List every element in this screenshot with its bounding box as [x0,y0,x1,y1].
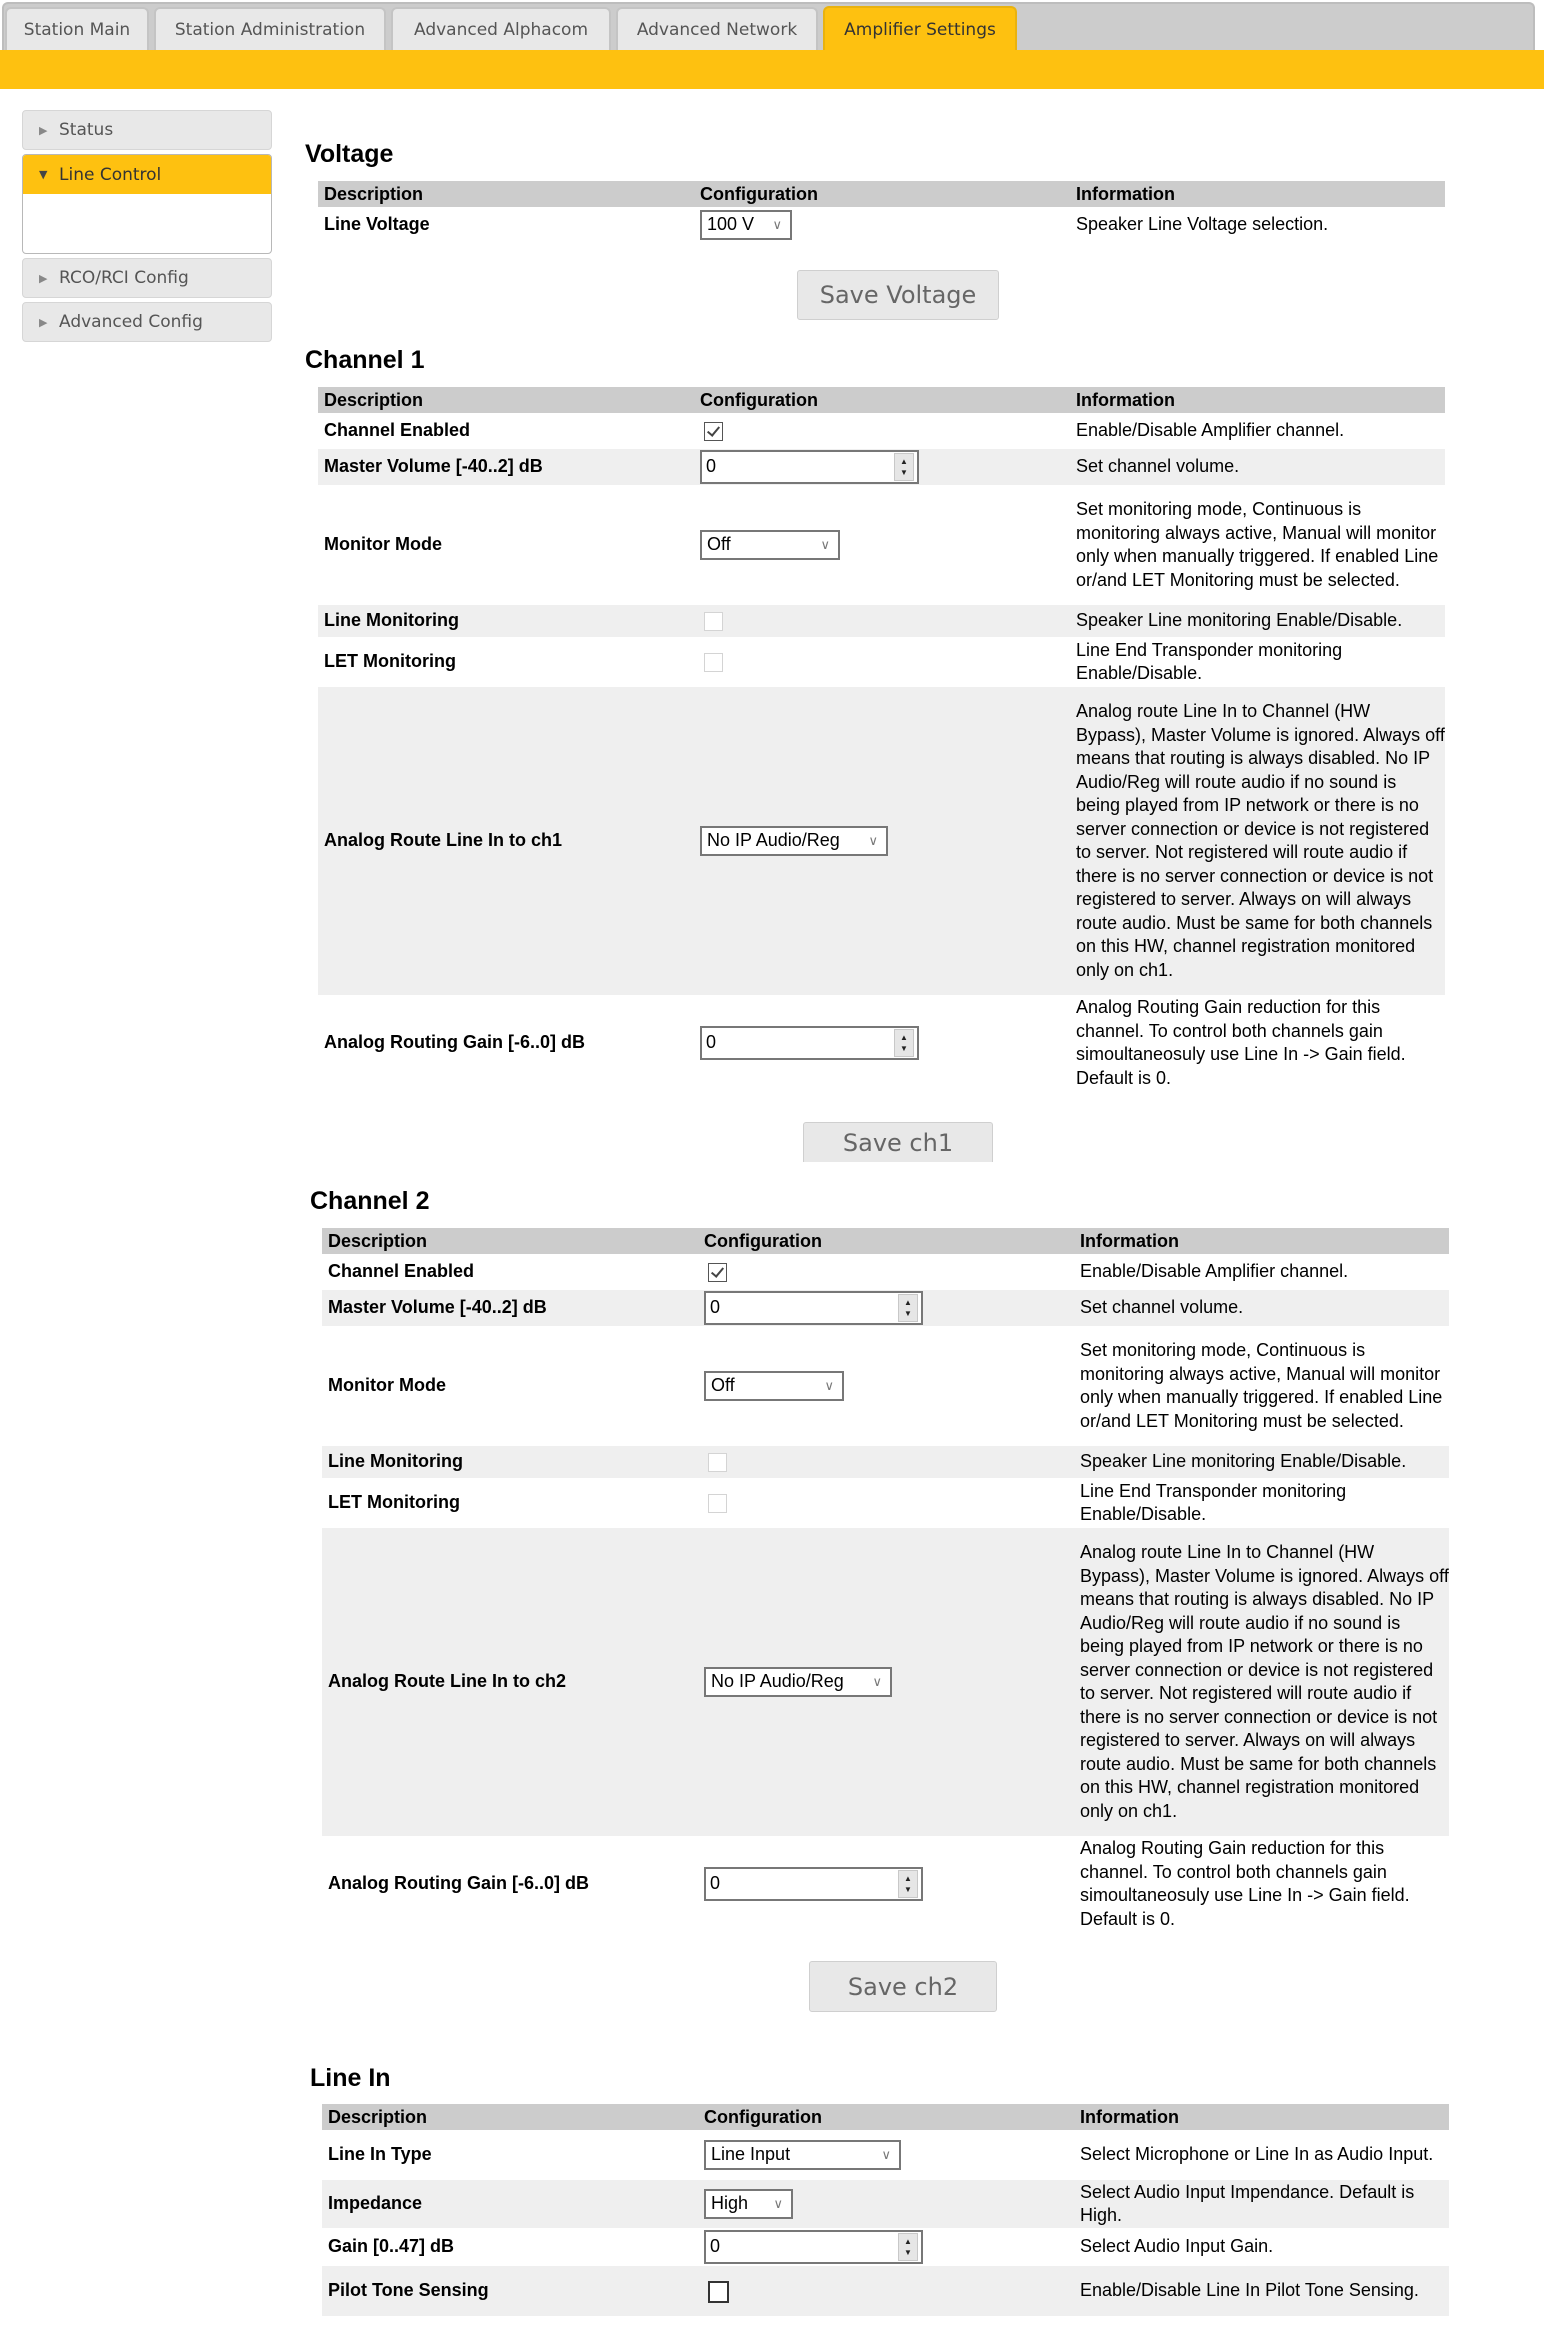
caret-right-icon: ▶ [39,315,48,329]
select-value: High [711,2193,749,2214]
sidebar-item-advanced-config[interactable] [22,302,272,342]
tab-station-administration[interactable]: Station Administration [154,7,386,50]
table-row [318,995,1445,1091]
row-label: Line Voltage [324,214,430,235]
row-info: Enable/Disable Amplifier channel. [1080,1261,1349,1282]
channel2-heading: Channel 2 [310,1187,430,1215]
chevron-down-icon: ∨ [868,833,878,849]
row-label: Impedance [322,2180,698,2228]
table-row [322,2228,1449,2266]
chevron-down-icon: ∨ [820,537,830,553]
channel1-monitor-mode-select[interactable] [700,530,840,560]
select-value: 100 V [707,214,755,235]
column-header-configuration: Configuration [694,181,1070,207]
channel1-master-volume-input[interactable] [700,450,919,484]
column-header-description: Description [318,387,694,413]
row-info: Set channel volume. [1070,449,1445,485]
select-value: Off [707,534,731,555]
input-value: 0 [710,1297,721,1318]
channel2-master-volume-input[interactable] [704,1291,923,1325]
row-info: Select Microphone or Line In as Audio Input. [1080,2144,1434,2165]
row-label: Line Monitoring [318,605,694,637]
row-info: Set monitoring mode, Continuous is monitoring always active, Manual will monitor only when manually triggered. If enabled Line or/and LET Monitoring must be selected. [1080,1340,1443,1431]
caret-right-icon: ▶ [39,271,48,285]
spinner-icon[interactable]: ▲ ▼ [898,2233,918,2261]
input-value: 0 [706,1032,717,1053]
column-header-information: Information [1074,1228,1449,1254]
row-info: Line End Transponder monitoring Enable/Disable. [1076,639,1343,683]
row-label: Channel Enabled [328,1261,475,1282]
column-header-description: Description [322,1228,698,1254]
row-info: Set channel volume. [1074,1290,1449,1326]
spinner-icon[interactable]: ▲ ▼ [894,453,914,481]
row-info: Analog route Line In to Channel (HW Bypass), Master Volume is ignored. Always off means that routing is always disabled. No IP Audio/Reg will route audio if no sound is being played from IP network or there is no server connection or device is not registered to server. Not registered will route audio if there is no server connection or device is not registered to server. Always on will always route audio. Must be same for both channels on this HW, channel registration monitored only on ch1. [1070,687,1445,995]
table-row [322,1290,1449,1326]
channel1-analog-route-select[interactable] [700,826,888,856]
row-label: Analog Route Line In to ch2 [322,1528,698,1836]
table-row [322,2130,1449,2180]
table-header [318,181,1445,207]
table-row [322,1326,1449,1446]
channel2-routing-gain-input[interactable] [704,1867,923,1901]
save-voltage-button[interactable]: Save Voltage [797,270,999,320]
spinner-icon[interactable]: ▲ ▼ [898,1870,918,1898]
voltage-heading: Voltage [305,140,394,168]
row-label: Pilot Tone Sensing [322,2266,698,2316]
table-row [322,1478,1449,1528]
row-info: Enable/Disable Line In Pilot Tone Sensing. [1074,2266,1449,2316]
row-info: Set monitoring mode, Continuous is monitoring always active, Manual will monitor only when manually triggered. If enabled Line or/and LET Monitoring must be selected. [1076,499,1439,590]
row-label: Gain [0..47] dB [328,2236,455,2257]
accent-bar [0,50,1544,89]
save-ch1-button[interactable]: Save ch1 [803,1122,993,1162]
row-info: Line End Transponder monitoring Enable/Disable. [1080,1480,1347,1524]
channel2-table [322,1228,1449,1932]
table-row [322,1836,1449,1932]
input-value: 0 [706,456,717,477]
save-ch2-button[interactable]: Save ch2 [809,1961,997,2012]
select-value: Off [711,1375,735,1396]
table-row [322,2180,1449,2228]
column-header-configuration: Configuration [698,1228,1074,1254]
channel1-enabled-checkbox[interactable] [704,422,723,441]
table-row [322,2266,1449,2316]
channel2-line-monitoring-checkbox[interactable] [708,1453,727,1472]
row-info: Analog Routing Gain reduction for this channel. To control both channels gain simoultaneosuly use Line In -> Gain field. Default is 0. [1080,1838,1410,1929]
line-in-type-select[interactable] [704,2140,901,2170]
sidebar-item-label: Advanced Config [59,312,203,332]
row-info: Speaker Line monitoring Enable/Disable. [1070,605,1445,637]
channel1-table [318,387,1445,1091]
row-info: Analog Routing Gain reduction for this channel. To control both channels gain simoultaneosuly use Line In -> Gain field. Default is 0. [1076,997,1406,1088]
sidebar-item-label: Status [59,120,114,140]
sidebar [22,110,272,342]
caret-right-icon: ▶ [39,123,48,137]
row-label: Master Volume [-40..2] dB [322,1290,698,1326]
chevron-down-icon: ∨ [772,217,782,233]
line-in-gain-input[interactable] [704,2230,923,2264]
tab-advanced-network[interactable]: Advanced Network [616,7,818,50]
column-header-description: Description [322,2104,698,2130]
row-info: Speaker Line monitoring Enable/Disable. [1074,1446,1449,1478]
line-in-heading: Line In [310,2064,391,2092]
row-info: Select Audio Input Impendance. Default is High. [1074,2180,1449,2228]
sidebar-item-line-control [22,154,272,254]
sidebar-item-status[interactable] [22,110,272,150]
tab-station-main[interactable]: Station Main [5,7,149,50]
sidebar-item-rco-rci-config[interactable] [22,258,272,298]
row-info: Analog route Line In to Channel (HW Bypass), Master Volume is ignored. Always off means that routing is always disabled. No IP Audio/Reg will route audio if no sound is being played from IP network or there is no server connection or device is not registered to server. Not registered will route audio if there is no server connection or device is not registered to server. Always on will always route audio. Must be same for both channels on this HW, channel registration monitored only on ch1. [1074,1528,1449,1836]
table-row [322,1528,1449,1836]
channel1-routing-gain-input[interactable] [700,1026,919,1060]
row-label: LET Monitoring [328,1492,460,1513]
line-in-table [322,2104,1449,2316]
row-label: Monitor Mode [324,534,442,555]
channel2-enabled-checkbox[interactable] [708,1263,727,1282]
select-value: No IP Audio/Reg [707,830,840,851]
pilot-tone-sensing-checkbox[interactable] [708,2281,729,2303]
caret-down-icon: ▼ [39,168,48,181]
row-label: Master Volume [-40..2] dB [318,449,694,485]
table-row [318,207,1445,243]
spinner-icon[interactable]: ▲ ▼ [894,1029,914,1057]
chevron-down-icon: ∨ [773,2196,783,2212]
table-row [318,413,1445,449]
channel1-let-monitoring-checkbox[interactable] [704,653,723,672]
row-info: Select Audio Input Gain. [1080,2236,1274,2257]
row-label: Channel Enabled [324,420,471,441]
column-header-configuration: Configuration [694,387,1070,413]
table-header [322,1228,1449,1254]
tab-amplifier-settings[interactable]: Amplifier Settings [823,6,1017,52]
chevron-down-icon: ∨ [824,1378,834,1394]
row-label: LET Monitoring [324,651,456,672]
row-label: Monitor Mode [328,1375,446,1396]
column-header-information: Information [1070,387,1445,413]
row-label: Line Monitoring [322,1446,698,1478]
select-value: No IP Audio/Reg [711,1671,844,1692]
table-header [322,2104,1449,2130]
spinner-icon[interactable]: ▲ ▼ [898,1294,918,1322]
tab-advanced-alphacom[interactable]: Advanced Alphacom [391,7,611,50]
chevron-down-icon: ∨ [881,2147,891,2163]
input-value: 0 [710,1873,721,1894]
sidebar-item-line-control-header[interactable] [23,155,271,194]
select-value: Line Input [711,2144,791,2165]
column-header-information: Information [1070,181,1445,207]
channel1-line-monitoring-checkbox[interactable] [704,612,723,631]
line-voltage-select[interactable] [700,210,792,240]
channel2-monitor-mode-select[interactable] [704,1371,844,1401]
channel2-analog-route-select[interactable] [704,1667,892,1697]
column-header-description: Description [318,181,694,207]
row-label: Analog Route Line In to ch1 [318,687,694,995]
input-value: 0 [710,2236,721,2257]
row-info: Speaker Line Voltage selection. [1076,214,1329,235]
table-row [322,1254,1449,1290]
row-label: Line In Type [328,2144,432,2165]
impedance-select[interactable] [704,2189,793,2219]
sidebar-panel-body [23,194,271,253]
column-header-configuration: Configuration [698,2104,1074,2130]
row-label: Analog Routing Gain [-6..0] dB [324,1032,585,1053]
sidebar-item-label: Line Control [59,164,162,185]
row-info: Enable/Disable Amplifier channel. [1076,420,1345,441]
row-label: Analog Routing Gain [-6..0] dB [328,1873,589,1894]
voltage-table [318,181,1445,243]
table-row [318,449,1445,485]
channel2-let-monitoring-checkbox[interactable] [708,1494,727,1513]
chevron-down-icon: ∨ [872,1674,882,1690]
column-header-information: Information [1074,2104,1449,2130]
channel1-heading: Channel 1 [305,346,425,374]
table-row [318,637,1445,687]
table-row [318,485,1445,605]
table-row [322,1446,1449,1478]
table-row [318,605,1445,637]
table-row [318,687,1445,995]
sidebar-item-label: RCO/RCI Config [59,268,189,288]
table-header [318,387,1445,413]
